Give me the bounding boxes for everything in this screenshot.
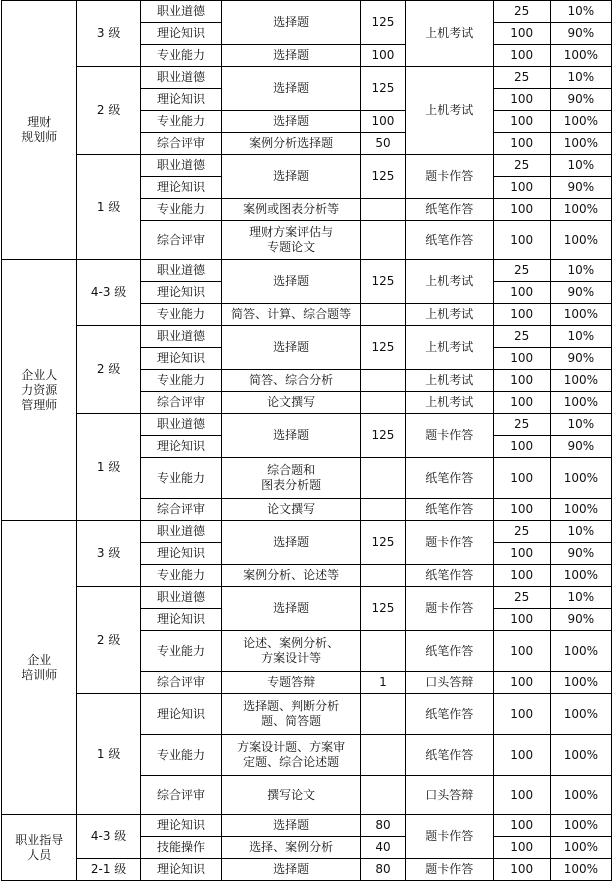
question-count-cell bbox=[361, 735, 406, 776]
module-cell: 职业道德 bbox=[140, 260, 222, 282]
occupation-name: 理财 规划师 bbox=[2, 1, 77, 260]
exam-mode-cell: 上机考试 bbox=[405, 1, 493, 67]
module-cell: 专业能力 bbox=[140, 458, 222, 499]
table-row bbox=[2, 326, 612, 348]
score-cell: 100 bbox=[493, 859, 550, 881]
table-row bbox=[2, 587, 612, 609]
score-cell: 100 bbox=[493, 221, 550, 260]
weight-cell: 10% bbox=[550, 260, 611, 282]
score-cell: 25 bbox=[493, 414, 550, 436]
question-count-cell: 125 bbox=[361, 260, 406, 304]
level-label: 2-1 级 bbox=[77, 859, 140, 881]
table-row bbox=[2, 414, 612, 436]
exam-mode-cell: 纸笔作答 bbox=[405, 631, 493, 672]
weight-cell: 90% bbox=[550, 609, 611, 631]
question-type-cell: 选择、案例分析 bbox=[222, 837, 361, 859]
module-cell: 综合评审 bbox=[140, 672, 222, 694]
weight-cell: 90% bbox=[550, 436, 611, 458]
weight-cell: 90% bbox=[550, 348, 611, 370]
level-label: 2 级 bbox=[77, 67, 140, 155]
question-type-cell: 理财方案评估与 专题论文 bbox=[222, 221, 361, 260]
question-count-cell: 80 bbox=[361, 859, 406, 881]
module-cell: 理论知识 bbox=[140, 89, 222, 111]
question-count-cell: 125 bbox=[361, 1, 406, 45]
question-count-cell bbox=[361, 304, 406, 326]
module-cell: 专业能力 bbox=[140, 565, 222, 587]
level-label: 2 级 bbox=[77, 587, 140, 694]
module-cell: 综合评审 bbox=[140, 221, 222, 260]
question-type-cell: 选择题 bbox=[222, 45, 361, 67]
score-cell: 100 bbox=[493, 282, 550, 304]
question-count-cell: 125 bbox=[361, 414, 406, 458]
module-cell: 职业道德 bbox=[140, 326, 222, 348]
weight-cell: 90% bbox=[550, 543, 611, 565]
question-type-cell: 选择题 bbox=[222, 414, 361, 458]
exam-mode-cell: 题卡作答 bbox=[405, 414, 493, 458]
module-cell: 理论知识 bbox=[140, 23, 222, 45]
score-cell: 100 bbox=[493, 776, 550, 815]
exam-mode-cell: 口头答辩 bbox=[405, 776, 493, 815]
score-cell: 100 bbox=[493, 694, 550, 735]
weight-cell: 10% bbox=[550, 155, 611, 177]
question-count-cell: 50 bbox=[361, 133, 406, 155]
module-cell: 技能操作 bbox=[140, 837, 222, 859]
module-cell: 理论知识 bbox=[140, 543, 222, 565]
question-count-cell: 125 bbox=[361, 67, 406, 111]
exam-arrangement-table bbox=[1, 0, 612, 881]
exam-mode-cell: 上机考试 bbox=[405, 260, 493, 304]
score-cell: 25 bbox=[493, 1, 550, 23]
module-cell: 职业道德 bbox=[140, 67, 222, 89]
occupation-name: 职业指导 人员 bbox=[2, 815, 77, 881]
weight-cell: 10% bbox=[550, 521, 611, 543]
score-cell: 100 bbox=[493, 23, 550, 45]
score-cell: 25 bbox=[493, 326, 550, 348]
question-type-cell: 简答、计算、综合题等 bbox=[222, 304, 361, 326]
table-row bbox=[2, 694, 612, 735]
weight-cell: 100% bbox=[550, 304, 611, 326]
exam-mode-cell: 纸笔作答 bbox=[405, 694, 493, 735]
question-type-cell: 选择题 bbox=[222, 1, 361, 45]
weight-cell: 100% bbox=[550, 458, 611, 499]
module-cell: 理论知识 bbox=[140, 694, 222, 735]
module-cell: 职业道德 bbox=[140, 587, 222, 609]
weight-cell: 100% bbox=[550, 221, 611, 260]
score-cell: 100 bbox=[493, 348, 550, 370]
question-type-cell: 案例或图表分析等 bbox=[222, 199, 361, 221]
weight-cell: 100% bbox=[550, 672, 611, 694]
table-row bbox=[2, 859, 612, 881]
level-label: 2 级 bbox=[77, 326, 140, 414]
exam-mode-cell: 题卡作答 bbox=[405, 859, 493, 881]
weight-cell: 100% bbox=[550, 694, 611, 735]
exam-mode-cell: 上机考试 bbox=[405, 370, 493, 392]
question-type-cell: 案例分析选择题 bbox=[222, 133, 361, 155]
weight-cell: 100% bbox=[550, 499, 611, 521]
weight-cell: 90% bbox=[550, 177, 611, 199]
level-label: 1 级 bbox=[77, 155, 140, 260]
weight-cell: 100% bbox=[550, 199, 611, 221]
question-count-cell bbox=[361, 221, 406, 260]
question-count-cell: 125 bbox=[361, 587, 406, 631]
question-type-cell: 专题答辩 bbox=[222, 672, 361, 694]
score-cell: 100 bbox=[493, 543, 550, 565]
question-count-cell: 1 bbox=[361, 672, 406, 694]
exam-mode-cell: 题卡作答 bbox=[405, 155, 493, 199]
question-count-cell bbox=[361, 458, 406, 499]
exam-mode-cell: 纸笔作答 bbox=[405, 565, 493, 587]
level-label: 1 级 bbox=[77, 414, 140, 521]
question-type-cell: 综合题和 图表分析题 bbox=[222, 458, 361, 499]
score-cell: 25 bbox=[493, 521, 550, 543]
question-type-cell: 选择题 bbox=[222, 260, 361, 304]
weight-cell: 100% bbox=[550, 859, 611, 881]
question-type-cell: 方案设计题、方案审 定题、综合论述题 bbox=[222, 735, 361, 776]
table-row bbox=[2, 67, 612, 89]
exam-mode-cell: 题卡作答 bbox=[405, 815, 493, 859]
module-cell: 职业道德 bbox=[140, 414, 222, 436]
exam-mode-cell: 纸笔作答 bbox=[405, 499, 493, 521]
module-cell: 专业能力 bbox=[140, 111, 222, 133]
score-cell: 100 bbox=[493, 89, 550, 111]
question-type-cell: 选择题 bbox=[222, 326, 361, 370]
level-label: 4-3 级 bbox=[77, 815, 140, 859]
weight-cell: 100% bbox=[550, 776, 611, 815]
weight-cell: 100% bbox=[550, 815, 611, 837]
score-cell: 25 bbox=[493, 587, 550, 609]
question-count-cell bbox=[361, 199, 406, 221]
question-count-cell bbox=[361, 392, 406, 414]
exam-mode-cell: 口头答辩 bbox=[405, 672, 493, 694]
exam-mode-cell: 纸笔作答 bbox=[405, 221, 493, 260]
table-row bbox=[2, 155, 612, 177]
question-type-cell: 选择题 bbox=[222, 859, 361, 881]
score-cell: 100 bbox=[493, 565, 550, 587]
weight-cell: 90% bbox=[550, 89, 611, 111]
level-label: 3 级 bbox=[77, 1, 140, 67]
question-count-cell: 80 bbox=[361, 815, 406, 837]
question-type-cell: 论述、案例分析、 方案设计等 bbox=[222, 631, 361, 672]
score-cell: 100 bbox=[493, 436, 550, 458]
weight-cell: 100% bbox=[550, 837, 611, 859]
table-row bbox=[2, 260, 612, 282]
exam-mode-cell: 纸笔作答 bbox=[405, 735, 493, 776]
question-type-cell: 选择题 bbox=[222, 111, 361, 133]
question-type-cell: 选择题 bbox=[222, 67, 361, 111]
module-cell: 理论知识 bbox=[140, 348, 222, 370]
weight-cell: 100% bbox=[550, 370, 611, 392]
question-type-cell: 简答、综合分析 bbox=[222, 370, 361, 392]
score-cell: 100 bbox=[493, 609, 550, 631]
weight-cell: 100% bbox=[550, 133, 611, 155]
question-count-cell bbox=[361, 776, 406, 815]
module-cell: 专业能力 bbox=[140, 304, 222, 326]
question-count-cell bbox=[361, 694, 406, 735]
exam-mode-cell: 题卡作答 bbox=[405, 587, 493, 631]
weight-cell: 100% bbox=[550, 565, 611, 587]
exam-mode-cell: 上机考试 bbox=[405, 326, 493, 370]
table-row bbox=[2, 521, 612, 543]
score-cell: 25 bbox=[493, 67, 550, 89]
exam-mode-cell: 纸笔作答 bbox=[405, 199, 493, 221]
module-cell: 专业能力 bbox=[140, 735, 222, 776]
question-type-cell: 论文撰写 bbox=[222, 392, 361, 414]
question-count-cell: 100 bbox=[361, 45, 406, 67]
exam-mode-cell: 上机考试 bbox=[405, 304, 493, 326]
question-count-cell bbox=[361, 631, 406, 672]
module-cell: 综合评审 bbox=[140, 392, 222, 414]
table-row bbox=[2, 815, 612, 837]
weight-cell: 10% bbox=[550, 326, 611, 348]
weight-cell: 10% bbox=[550, 414, 611, 436]
exam-mode-cell: 纸笔作答 bbox=[405, 458, 493, 499]
weight-cell: 100% bbox=[550, 111, 611, 133]
weight-cell: 10% bbox=[550, 1, 611, 23]
score-cell: 100 bbox=[493, 672, 550, 694]
score-cell: 100 bbox=[493, 837, 550, 859]
question-type-cell: 选择题 bbox=[222, 587, 361, 631]
question-type-cell: 选择题、判断分析 题、简答题 bbox=[222, 694, 361, 735]
score-cell: 100 bbox=[493, 370, 550, 392]
weight-cell: 100% bbox=[550, 392, 611, 414]
module-cell: 专业能力 bbox=[140, 199, 222, 221]
weight-cell: 100% bbox=[550, 45, 611, 67]
module-cell: 专业能力 bbox=[140, 45, 222, 67]
question-count-cell: 100 bbox=[361, 111, 406, 133]
exam-mode-cell: 题卡作答 bbox=[405, 521, 493, 565]
question-type-cell: 选择题 bbox=[222, 521, 361, 565]
score-cell: 100 bbox=[493, 458, 550, 499]
exam-mode-cell: 上机考试 bbox=[405, 392, 493, 414]
question-type-cell: 撰写论文 bbox=[222, 776, 361, 815]
module-cell: 职业道德 bbox=[140, 521, 222, 543]
module-cell: 理论知识 bbox=[140, 859, 222, 881]
module-cell: 专业能力 bbox=[140, 631, 222, 672]
question-count-cell: 125 bbox=[361, 155, 406, 199]
module-cell: 综合评审 bbox=[140, 776, 222, 815]
score-cell: 100 bbox=[493, 304, 550, 326]
module-cell: 综合评审 bbox=[140, 499, 222, 521]
occupation-name: 企业人 力资源 管理师 bbox=[2, 260, 77, 521]
weight-cell: 100% bbox=[550, 735, 611, 776]
module-cell: 职业道德 bbox=[140, 1, 222, 23]
module-cell: 理论知识 bbox=[140, 282, 222, 304]
table-row bbox=[2, 1, 612, 23]
score-cell: 100 bbox=[493, 133, 550, 155]
module-cell: 职业道德 bbox=[140, 155, 222, 177]
score-cell: 100 bbox=[493, 199, 550, 221]
question-type-cell: 论文撰写 bbox=[222, 499, 361, 521]
score-cell: 100 bbox=[493, 392, 550, 414]
score-cell: 25 bbox=[493, 155, 550, 177]
question-count-cell bbox=[361, 370, 406, 392]
weight-cell: 10% bbox=[550, 67, 611, 89]
weight-cell: 90% bbox=[550, 23, 611, 45]
score-cell: 100 bbox=[493, 499, 550, 521]
exam-mode-cell: 上机考试 bbox=[405, 67, 493, 155]
weight-cell: 100% bbox=[550, 631, 611, 672]
question-type-cell: 选择题 bbox=[222, 815, 361, 837]
score-cell: 100 bbox=[493, 631, 550, 672]
score-cell: 25 bbox=[493, 260, 550, 282]
question-count-cell bbox=[361, 499, 406, 521]
score-cell: 100 bbox=[493, 111, 550, 133]
module-cell: 专业能力 bbox=[140, 370, 222, 392]
question-type-cell: 选择题 bbox=[222, 155, 361, 199]
score-cell: 100 bbox=[493, 815, 550, 837]
weight-cell: 10% bbox=[550, 587, 611, 609]
question-count-cell bbox=[361, 565, 406, 587]
module-cell: 综合评审 bbox=[140, 133, 222, 155]
score-cell: 100 bbox=[493, 45, 550, 67]
question-type-cell: 案例分析、论述等 bbox=[222, 565, 361, 587]
occupation-name: 企业 培训师 bbox=[2, 521, 77, 815]
question-count-cell: 125 bbox=[361, 521, 406, 565]
score-cell: 100 bbox=[493, 177, 550, 199]
level-label: 3 级 bbox=[77, 521, 140, 587]
score-cell: 100 bbox=[493, 735, 550, 776]
module-cell: 理论知识 bbox=[140, 609, 222, 631]
module-cell: 理论知识 bbox=[140, 815, 222, 837]
module-cell: 理论知识 bbox=[140, 436, 222, 458]
question-count-cell: 40 bbox=[361, 837, 406, 859]
weight-cell: 90% bbox=[550, 282, 611, 304]
level-label: 1 级 bbox=[77, 694, 140, 815]
level-label: 4-3 级 bbox=[77, 260, 140, 326]
question-count-cell: 125 bbox=[361, 326, 406, 370]
module-cell: 理论知识 bbox=[140, 177, 222, 199]
